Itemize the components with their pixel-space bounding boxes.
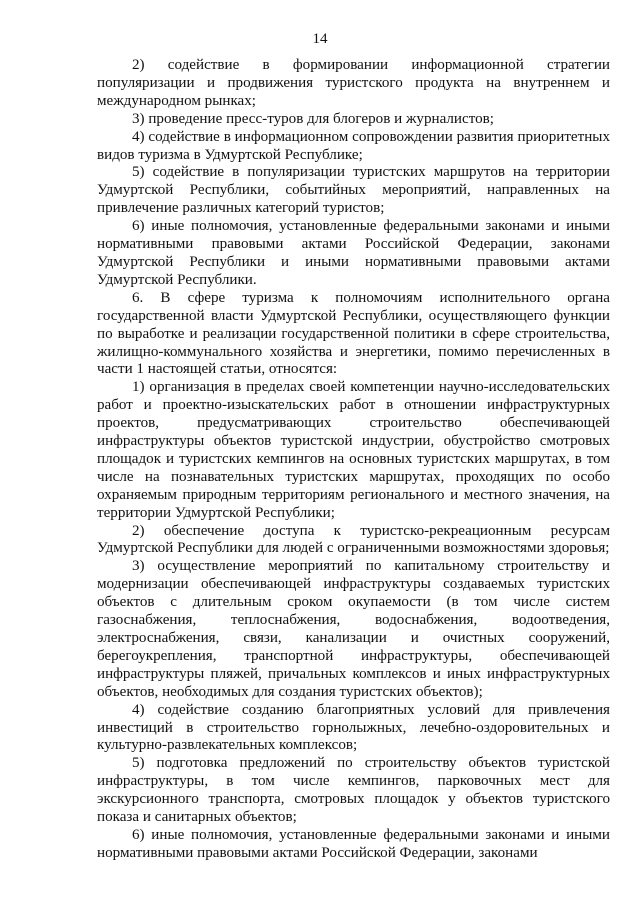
paragraph: 2) обеспечение доступа к туристско-рекреационным ресурсам Удмуртской Республики для людей с ограниченными возможностями здоровья; (97, 522, 610, 557)
page-number: 14 (312, 31, 328, 47)
paragraph: 4) содействие в информационном сопровождении развития приоритетных видов туризма в Удмуртской Республике; (97, 128, 610, 163)
document-body (97, 57, 610, 863)
paragraph: 3) осуществление мероприятий по капитальному строительству и модернизации обеспечивающей инфраструктуры создаваемых туристских объектов с длительным сроком окупаемости (в том числе систем газоснабжения, теплоснабжения, водоснабжения, водоотведения, электроснабжения, связи, канализации и очистных сооружений, берегоукрепления, транспортной инфраструктуры, обеспечивающей инфраструктуры пляжей, причальных комплексов и иных инфраструктурных объектов, необходимых для создания туристских объектов); (97, 558, 610, 700)
paragraph: 4) содействие созданию благоприятных условий для привлечения инвестиций в строительство горнолыжных, лечебно-оздоровительных и культурно-развлекательных комплексов; (97, 701, 610, 754)
paragraph: 3) проведение пресс-туров для блогеров и журналистов; (132, 110, 494, 127)
paragraph: 1) организация в пределах своей компетенции научно-исследовательских работ и проектно-изыскательских работ в отношении инфраструктурных проектов, предусматривающих строительство обеспечивающей инфраструктуры объектов туристской индустрии, обустройство смотровых площадок и туристских кемпингов на основных туристских маршрутах, в том числе на познавательных туристских маршрутах, проходящих по особо охраняемым природным территориям регионального и местного значения, на территории Удмуртской Республики; (97, 379, 610, 521)
paragraph: 6. В сфере туризма к полномочиям исполнительного органа государственной власти Удмуртской Республики, осуществляющего функции по выработке и реализации государственной политики в сфере строительства, жилищно-коммунального хозяйства и энергетики, помимо перечисленных в части 1 настоящей статьи, относятся: (97, 289, 610, 378)
paragraph: 6) иные полномочия, установленные федеральными законами и иными нормативными правовыми актами Российской Федерации, законами Удмуртской Республики и иными нормативными правовыми актами Удмуртской Республики. (97, 218, 610, 288)
paragraph: 5) подготовка предложений по строительству объектов туристской инфраструктуры, в том числе кемпингов, парковочных мест для экскурсионного транспорта, смотровых площадок у объектов туристского показа и санитарных объектов; (97, 755, 610, 826)
paragraph: 6) иные полномочия, установленные федеральными законами и иными нормативными правовыми актами Российской Федерации, законами (97, 826, 610, 861)
paragraph: 5) содействие в популяризации туристских маршрутов на территории Удмуртской Республики, событийных мероприятий, направленных на привлечение различных категорий туристов; (97, 164, 610, 217)
paragraph: 2) содействие в формировании информационной стратегии популяризации и продвижения туристского продукта на внутреннем и международном рынках; (97, 57, 610, 109)
